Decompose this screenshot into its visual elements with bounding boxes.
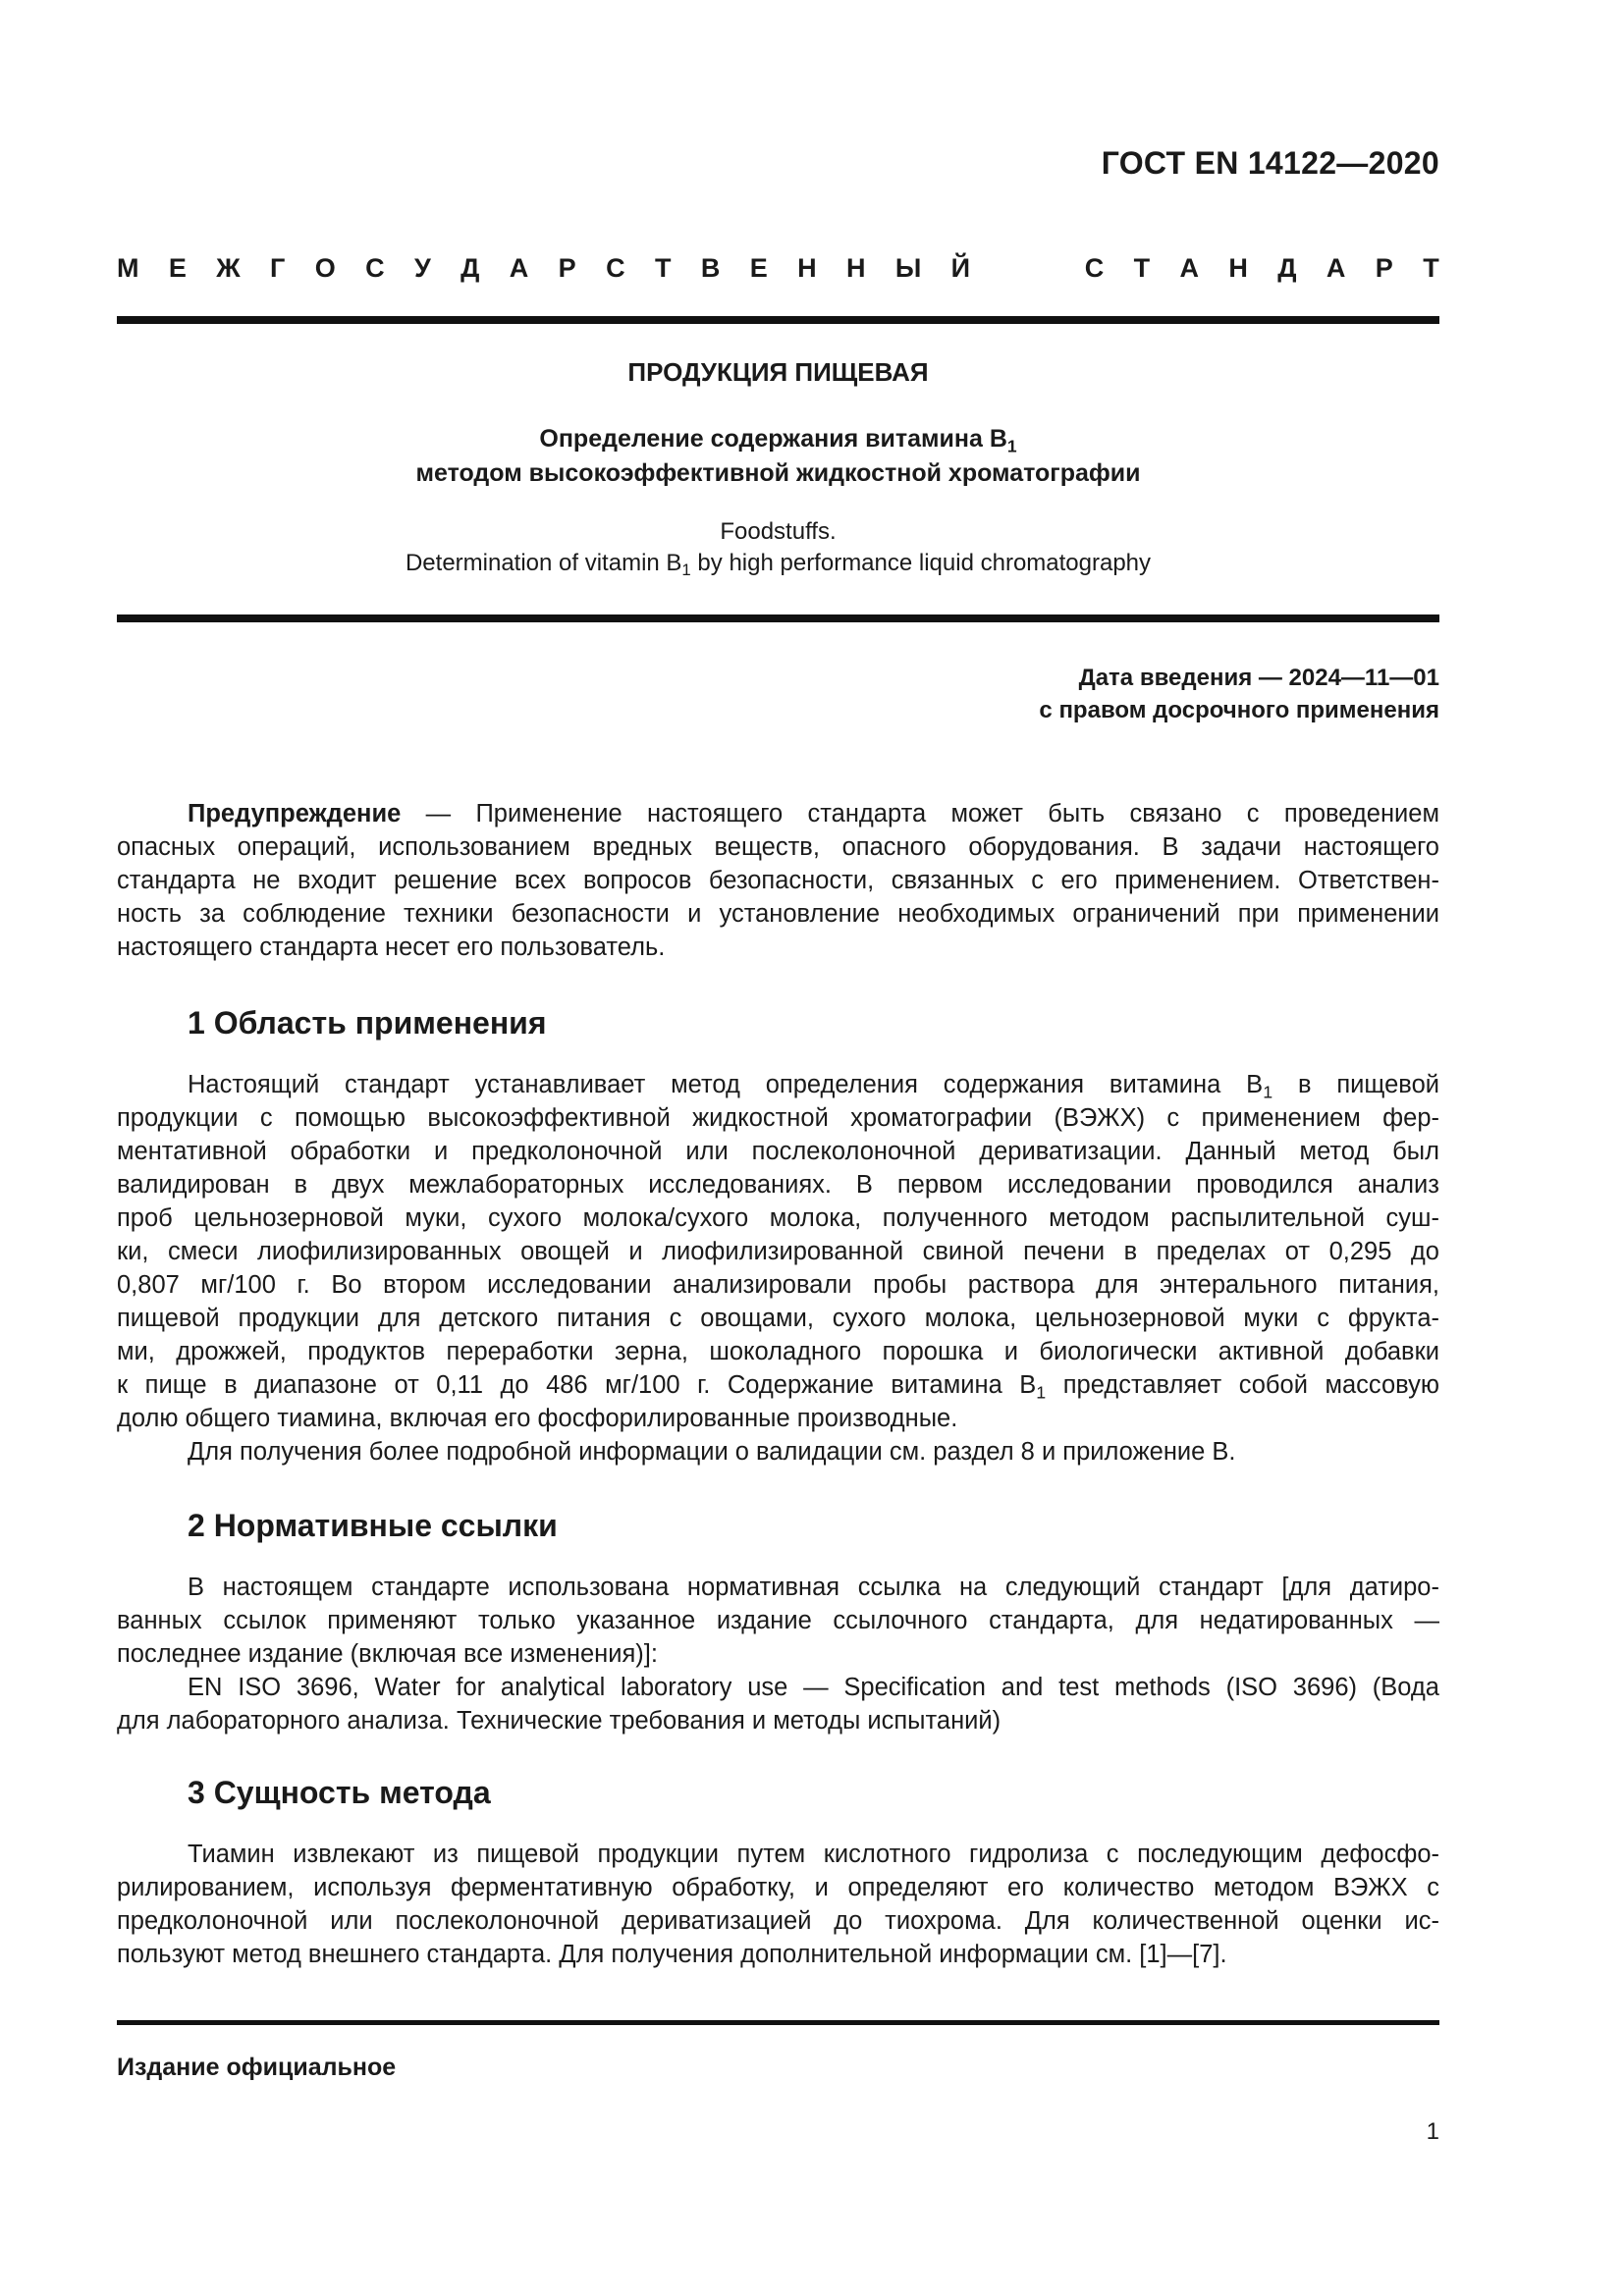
page-number: 1 xyxy=(1426,2118,1439,2145)
banner-letter: Т xyxy=(654,253,672,283)
banner-letter: У xyxy=(414,253,431,283)
banner-letter: Г xyxy=(270,253,286,283)
header-divider xyxy=(117,316,1439,324)
english-title-line-2: Determination of vitamin B xyxy=(405,550,682,576)
section-3-heading: 3 Сущность метода xyxy=(188,1775,491,1810)
banner-letter: С xyxy=(1084,253,1105,283)
text-line: Тиамин извлекают из пищевой продукции путем кислотного гидролиза с последующим дефосфо- xyxy=(188,1841,1439,1868)
text-line: — Применение настоящего стандарта может быть связано с проведением xyxy=(401,800,1439,828)
text-line: ментативной обработки и предколоночной или послеколоночной дериватизации. Данный метод был xyxy=(117,1138,1439,1165)
banner-letter: Р xyxy=(1375,253,1393,283)
section-2-heading: 2 Нормативные ссылки xyxy=(188,1508,558,1543)
document-title: ПРОДУКЦИЯ ПИЩЕВАЯ xyxy=(627,357,929,387)
text-line: долю общего тиамина, включая его фосфорилированные производные. xyxy=(117,1405,958,1432)
text-line-end: представляет собой массовую xyxy=(1046,1371,1439,1399)
banner-letter: Т xyxy=(1423,253,1439,283)
document-subtitle xyxy=(117,422,1439,491)
text-line: к пище в диапазоне от 0,11 до 486 мг/100 г. Содержание витамина B xyxy=(117,1371,1037,1399)
introduction-date: Дата введения — 2024—11—01 xyxy=(1078,665,1439,691)
banner-letter: Е xyxy=(749,253,768,283)
subscript: 1 xyxy=(1036,1382,1047,1403)
gost-number: ГОСТ EN 14122—2020 xyxy=(1101,145,1439,181)
text-line: опасных операций, использованием вредных веществ, опасного оборудования. В задачи настоящего xyxy=(117,833,1439,861)
document-page xyxy=(117,0,1439,2296)
english-title-line-1: Foodstuffs. xyxy=(720,518,837,545)
banner-letter: Д xyxy=(1277,253,1297,283)
text-line: валидирован в двух межлабораторных исследованиях. В первом исследовании проводился анализ xyxy=(117,1171,1439,1199)
banner-letter: С xyxy=(606,253,625,283)
section-1-text xyxy=(117,1068,1439,1468)
banner-letter: Н xyxy=(1228,253,1248,283)
text-line: настоящего стандарта несет его пользователь. xyxy=(117,934,666,961)
text-line: ванных ссылок применяют только указанное издание ссылочного стандарта, для недатированных — xyxy=(117,1607,1439,1634)
banner-letter: Н xyxy=(845,253,866,283)
subscript: 1 xyxy=(1006,436,1017,456)
english-title-line-2-end: by high performance liquid chromatography xyxy=(690,550,1152,576)
text-line: В настоящем стандарте использована нормативная ссылка на следующий стандарт [для датиро- xyxy=(188,1574,1439,1601)
banner-letter: Н xyxy=(797,253,817,283)
text-line: Для получения более подробной информации о валидации см. раздел 8 и приложение B. xyxy=(188,1438,1236,1466)
subscript: 1 xyxy=(1263,1082,1273,1102)
text-line: пользуют метод внешнего стандарта. Для получения дополнительной информации см. [1]—[7]. xyxy=(117,1941,1227,1968)
text-line: проб цельнозерновой муки, сухого молока/сухого молока, полученного методом распылительной суш- xyxy=(117,1204,1439,1232)
section-1-heading: 1 Область применения xyxy=(188,1005,547,1041)
section-3-text xyxy=(117,1838,1439,1971)
banner-letter: Е xyxy=(168,253,187,283)
text-line: предколоночной или послеколоночной дериватизацией до тиохрома. Для количественной оценки ис- xyxy=(117,1907,1439,1935)
text-line: продукции с помощью высокоэффективной жидкостной хроматографии (ВЭЖХ) с применением фер- xyxy=(117,1104,1439,1132)
english-title xyxy=(117,516,1439,579)
banner-letter: В xyxy=(700,253,721,283)
early-application-note: с правом досрочного применения xyxy=(1039,697,1439,723)
text-line: EN ISO 3696, Water for analytical laboratory use — Specification and test methods (ISO 3696) (Вода xyxy=(188,1674,1439,1701)
banner-letter: Р xyxy=(558,253,576,283)
subtitle-line-1: Определение содержания витамина B xyxy=(539,425,1007,453)
warning-label: Предупреждение xyxy=(188,800,402,828)
text-line: 0,807 мг/100 г. Во втором исследовании анализировали пробы раствора для энтерального питания, xyxy=(117,1271,1439,1299)
text-line: ки, смеси лиофилизированных овощей и лиофилизированной свиной печени в пределах от 0,295 до xyxy=(117,1238,1439,1265)
text-line: ность за соблюдение техники безопасности и установление необходимых ограничений при применении xyxy=(117,900,1439,928)
banner-letter: Т xyxy=(1133,253,1151,283)
text-line: стандарта не входит решение всех вопросов безопасности, связанных с его применением. Ответствен- xyxy=(117,867,1439,894)
edition-label: Издание официальное xyxy=(117,2054,397,2081)
text-line: пищевой продукции для детского питания с овощами, сухого молока, цельнозерновой муки с фрукта- xyxy=(117,1305,1439,1332)
warning-paragraph xyxy=(117,797,1439,964)
banner-letter: А xyxy=(1179,253,1200,283)
text-line: ми, дрожжей, продуктов переработки зерна, шоколадного порошка и биологически активной добавки xyxy=(117,1338,1439,1365)
banner-letter: А xyxy=(509,253,529,283)
banner-letter: Й xyxy=(950,253,971,283)
text-line: рилированием, используя ферментативную обработку, и определяют его количество методом ВЭЖХ с xyxy=(117,1874,1439,1901)
introduction-dates xyxy=(1039,662,1439,726)
text-line: последнее издание (включая все изменения)]: xyxy=(117,1640,658,1668)
text-line: Настоящий стандарт устанавливает метод определения содержания витамина B xyxy=(188,1071,1264,1098)
subscript: 1 xyxy=(681,561,691,580)
footer-divider xyxy=(117,2020,1439,2025)
section-2-text xyxy=(117,1571,1439,1737)
banner-letter: С xyxy=(365,253,385,283)
banner-letter: Д xyxy=(460,253,480,283)
banner-letter: М xyxy=(117,253,139,283)
banner-word-gap xyxy=(1000,253,1055,284)
banner-letter: Ы xyxy=(894,253,922,283)
interstate-standard-banner xyxy=(117,253,1439,284)
banner-letter: О xyxy=(314,253,336,283)
text-line-end: в пищевой xyxy=(1272,1071,1439,1098)
banner-letter: Ж xyxy=(216,253,241,283)
text-line: для лабораторного анализа. Технические требования и методы испытаний) xyxy=(117,1707,1001,1735)
subtitle-line-2: методом высокоэффективной жидкостной хроматографии xyxy=(415,459,1141,487)
banner-letter: А xyxy=(1326,253,1346,283)
title-divider xyxy=(117,614,1439,622)
